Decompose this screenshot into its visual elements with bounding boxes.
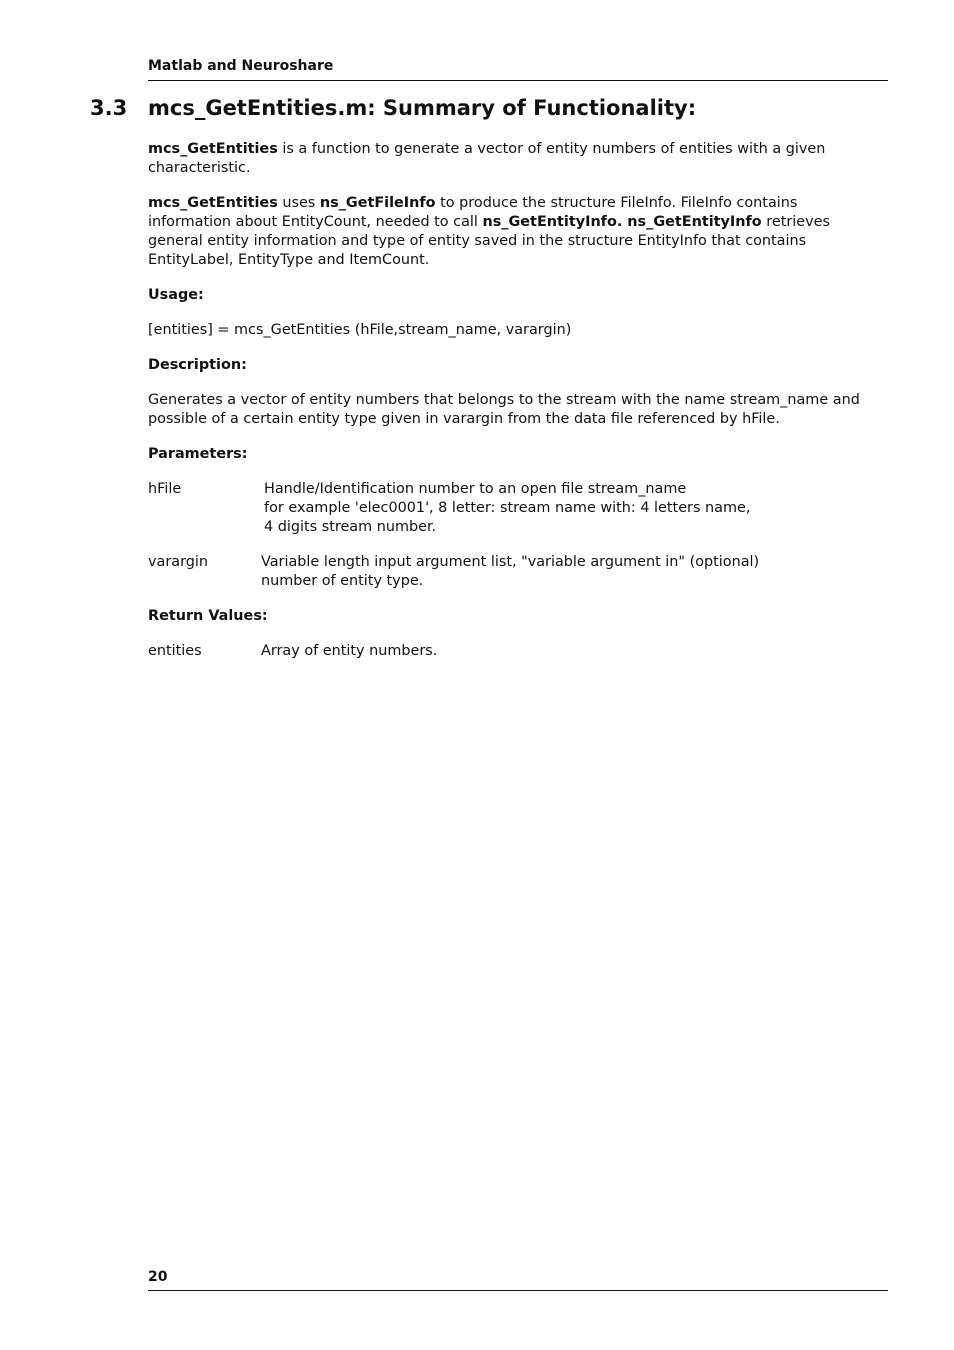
running-title: Matlab and Neuroshare [148, 58, 334, 74]
details-text-1: uses [277, 195, 320, 211]
running-header [148, 57, 888, 81]
parameter-description-line: Handle/Identification number to an open file stream_name [264, 481, 687, 497]
usage-heading: Usage: [148, 287, 204, 303]
return-values-heading: Return Values: [148, 608, 268, 624]
details-text-3: retrieves general entity information and type of entity saved in the structure EntityInfo that contains EntityLabel, EntityType and ItemCount. [148, 214, 830, 268]
parameter-description [261, 553, 868, 591]
return-value-name: entities [148, 643, 202, 659]
details-paragraph [148, 194, 868, 270]
parameter-row-varargin [148, 553, 868, 591]
parameter-row-hfile [148, 480, 868, 537]
intro-paragraph [148, 140, 868, 178]
section-heading [90, 94, 890, 122]
parameter-name: varargin [148, 554, 208, 570]
page-number: 20 [148, 1269, 168, 1285]
details-call-2: ns_GetEntityInfo. ns_GetEntityInfo [482, 214, 762, 230]
return-value-description: Array of entity numbers. [261, 643, 438, 659]
page-footer [148, 1268, 888, 1291]
parameter-description-line: 4 digits stream number. [264, 519, 437, 535]
return-value-row [148, 642, 868, 661]
description-heading: Description: [148, 357, 247, 373]
intro-function-name: mcs_GetEntities [148, 141, 278, 157]
parameter-name: hFile [148, 481, 182, 497]
description-text: Generates a vector of entity numbers that belongs to the stream with the name stream_name and possible of a certain entity type given in varargin from the data file referenced by hFile. [148, 392, 860, 427]
details-function-name: mcs_GetEntities [148, 195, 278, 211]
intro-text: is a function to generate a vector of entity numbers of entities with a given characteristic. [148, 141, 826, 176]
usage-code: [entities] = mcs_GetEntities (hFile,stream_name, varargin) [148, 322, 572, 338]
parameters-heading: Parameters: [148, 446, 248, 462]
details-text-2: to produce the structure FileInfo. FileInfo contains information about EntityCount, needed to call [148, 195, 798, 230]
details-call-1: ns_GetFileInfo [319, 195, 436, 211]
parameter-description-line: number of entity type. [261, 573, 424, 589]
main-content [148, 140, 868, 677]
section-title-text: mcs_GetEntities.m: Summary of Functionality: [148, 96, 697, 120]
parameter-description [264, 480, 868, 537]
parameter-description-line: for example 'elec0001', 8 letter: stream name with: 4 letters name, [264, 500, 751, 516]
section-number: 3.3 [90, 96, 128, 120]
parameter-description-line: Variable length input argument list, "variable argument in" (optional) [261, 554, 760, 570]
